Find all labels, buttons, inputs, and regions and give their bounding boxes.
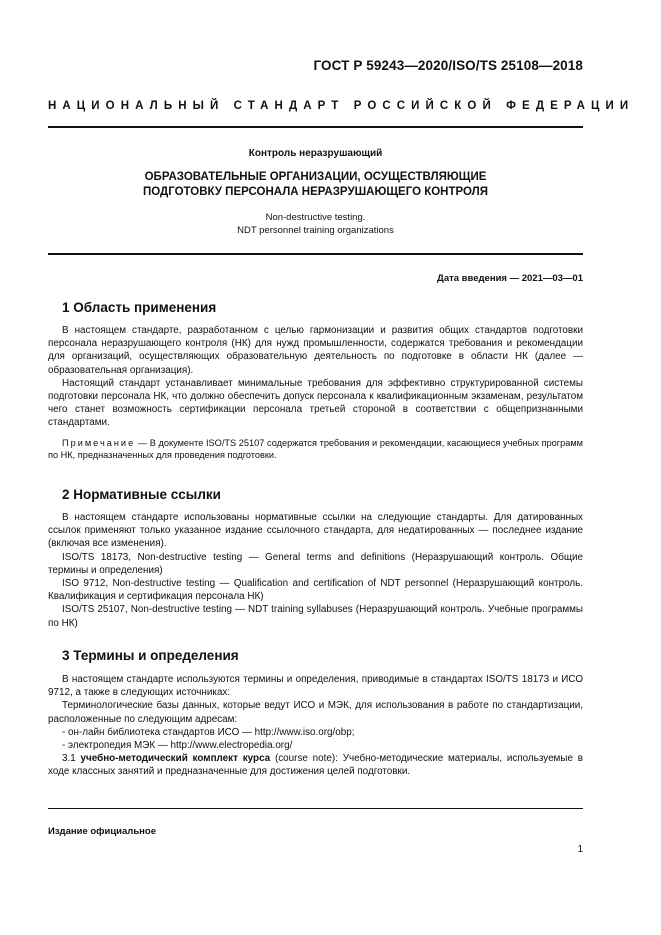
- database-list-item: - электропедия МЭК — http://www.electropedia.org/: [62, 740, 293, 752]
- term-definition-text: (course note): Учебно-методические материалы, используемые в ходе классных занятий и предназначенные для достижения целей подготовки.: [48, 753, 583, 778]
- note-text: — В документе ISO/TS 25107 содержатся требования и рекомендации, касающиеся учебных программ по НК, предназначенных для проведения подготовки.: [48, 437, 583, 461]
- section-3-body: [48, 673, 583, 779]
- section-1-heading: 1 Область применения: [62, 300, 217, 315]
- reference-iso-9712: ISO 9712, Non-destructive testing — Qualification and certification of NDT personnel (Неразрушающий контроль. Квалификация и сертификация персонала НК): [48, 578, 583, 603]
- section-3-paragraph-2: Терминологические базы данных, которые ведут ИСО и МЭК, для использования в работе по стандартизации, расположенные по следующим адресам:: [48, 700, 583, 725]
- english-title: [48, 211, 583, 237]
- section-2-paragraph-1: В настоящем стандарте использованы нормативные ссылки на следующие стандарты. Для датированных ссылок применяют только указанное издание ссылочного стандарта, для недатированных — последнее издание (включая все изменения).: [48, 512, 583, 550]
- section-1-paragraph-2: Настоящий стандарт устанавливает минимальные требования для эффективно структурированной системы подготовки персонала НК, что должно обеспечить допуск персонала к квалификационным экзаменам, результатом чего станет возможность сертификации персонала третьей стороной в соответствии с общепризнанными стандартами.: [48, 377, 583, 429]
- term-name: учебно-методический комплект курса: [80, 753, 271, 765]
- reference-iso-ts-25107: ISO/TS 25107, Non-destructive testing — NDT training syllabuses (Неразрушающий контроль. Учебные программы по НК): [48, 604, 583, 629]
- official-edition-label: Издание официальное: [48, 826, 156, 837]
- national-standard-banner: НАЦИОНАЛЬНЫЙ СТАНДАРТ РОССИЙСКОЙ ФЕДЕРАЦИИ: [48, 100, 635, 112]
- standard-title: [48, 170, 583, 200]
- top-rule: [48, 126, 583, 128]
- english-title-line-1: Non-destructive testing.: [265, 212, 366, 223]
- term-number: 3.1: [62, 753, 81, 765]
- date-of-introduction: Дата введения — 2021—03—01: [437, 273, 583, 284]
- standard-subtitle: Контроль неразрушающий: [248, 148, 383, 159]
- section-2-heading: 2 Нормативные ссылки: [62, 487, 221, 502]
- note-label: Примечание: [62, 437, 136, 448]
- section-3-paragraph-1: В настоящем стандарте используются термины и определения, приводимые в стандартах ISO/TS 18173 и ИСО 9712, а также в следующих источниках:: [48, 674, 583, 699]
- section-3-heading: 3 Термины и определения: [62, 648, 239, 663]
- section-1-note: [48, 437, 583, 462]
- section-1-body: [48, 324, 583, 462]
- term-definition-3-1: [48, 752, 583, 778]
- document-designation: ГОСТ Р 59243—2020/ISO/TS 25108—2018: [313, 58, 583, 73]
- section-2-body: [48, 511, 583, 630]
- standard-title-line-1: ОБРАЗОВАТЕЛЬНЫЕ ОРГАНИЗАЦИИ, ОСУЩЕСТВЛЯЮЩИЕ: [144, 171, 487, 183]
- title-bottom-rule: [48, 253, 583, 255]
- database-list-item: - он-лайн библиотека стандартов ИСО — http://www.iso.org/obp;: [62, 726, 355, 738]
- standard-title-line-2: ПОДГОТОВКУ ПЕРСОНАЛА НЕРАЗРУШАЮЩЕГО КОНТРОЛЯ: [142, 186, 489, 198]
- section-1-paragraph-1: В настоящем стандарте, разработанном с целью гармонизации и развития общих стандартов подготовки персонала неразрушающего контроля (НК) для нужд промышленности, содержатся требования и рекомендации для организаций, осуществляющих образовательную деятельность по подготовке в области НК (далее — образовательная организация).: [48, 325, 583, 376]
- english-title-line-2: NDT personnel training organizations: [237, 225, 394, 236]
- page-number: 1: [577, 844, 583, 855]
- footer-rule: [48, 808, 583, 809]
- reference-iso-ts-18173: ISO/TS 18173, Non-destructive testing — General terms and definitions (Неразрушающий контроль. Общие термины и определения): [48, 551, 583, 576]
